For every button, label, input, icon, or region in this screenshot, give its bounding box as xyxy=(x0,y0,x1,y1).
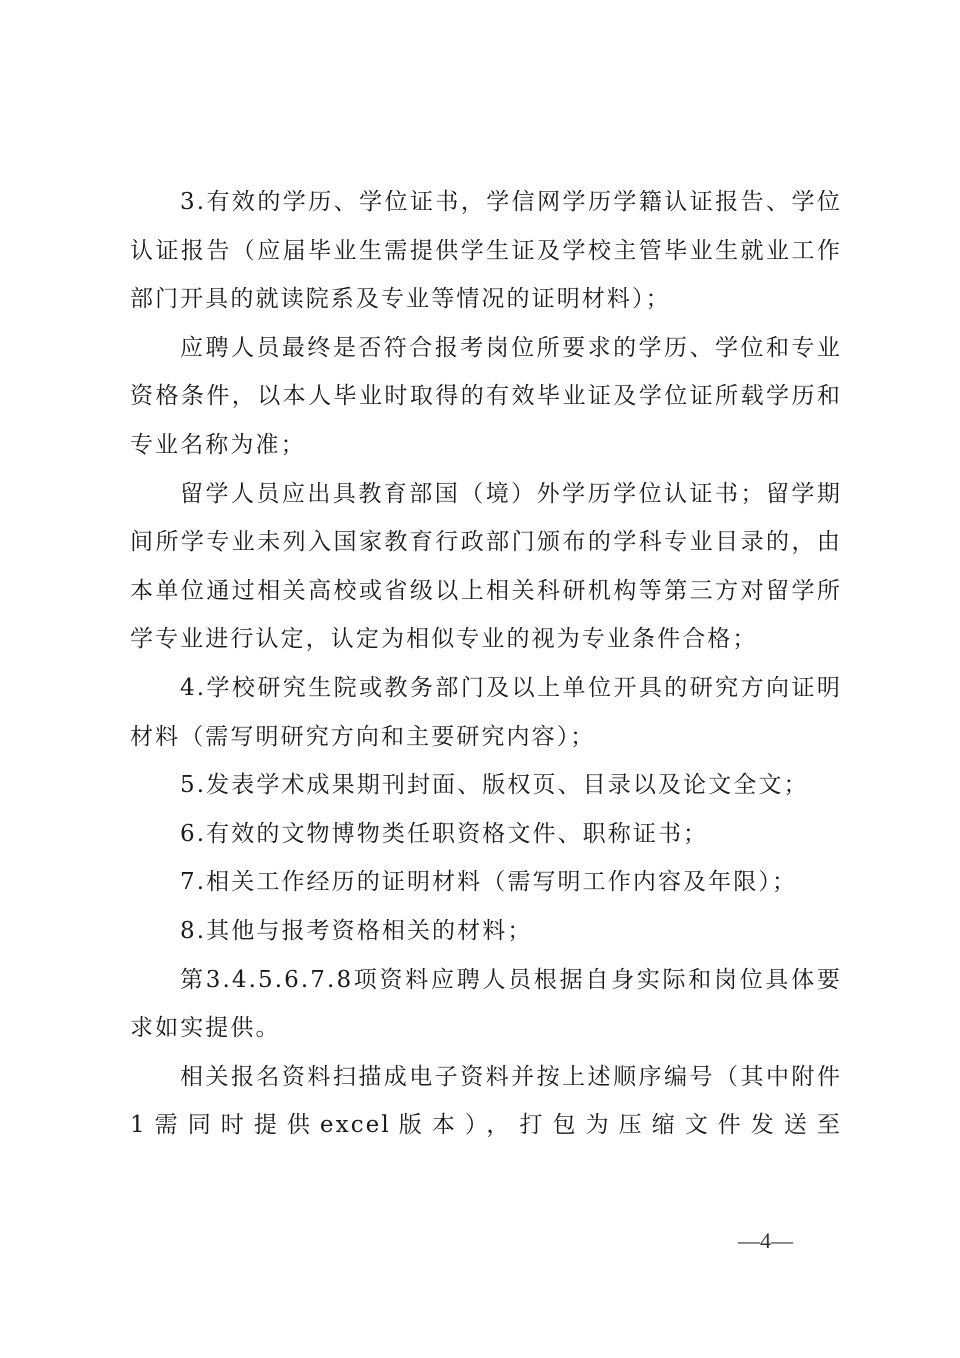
paragraph-qualification-criteria: 应聘人员最终是否符合报考岗位所要求的学历、学位和专业资格条件，以本人毕业时取得的有效毕业证及学位证所载学历和专业名称为准； xyxy=(130,334,842,458)
paragraph-item-7-work-experience: 7.相关工作经历的证明材料（需写明工作内容及年限）； xyxy=(180,869,798,896)
paragraph-item-3-education-certificates: 3.有效的学历、学位证书，学信网学历学籍认证报告、学位认证报告（应届毕业生需提供学生证及学校主管毕业生就业工作部门开具的就读院系及专业等情况的证明材料）； xyxy=(130,189,842,313)
paragraph-item-8-other-materials: 8.其他与报考资格相关的材料； xyxy=(180,917,533,944)
document-page xyxy=(130,178,842,1150)
paragraph-items-note: 第3.4.5.6.7.8项资料应聘人员根据自身实际和岗位具体要求如实提供。 xyxy=(130,966,842,1042)
paragraph-item-4-research-direction: 4.学校研究生院或教务部门及以上单位开具的研究方向证明材料（需写明研究方向和主要研究内容）； xyxy=(130,674,842,750)
paragraph-submission-instructions: 相关报名资料扫描成电子资料并按上述顺序编号（其中附件1需同时提供excel版本），打包为压缩文件发送至 xyxy=(130,1063,842,1139)
page-number: —4— xyxy=(738,1228,793,1253)
paragraph-overseas-students: 留学人员应出具教育部国（境）外学历学位认证书；留学期间所学专业未列入国家教育行政部门颁布的学科专业目录的，由本单位通过相关高校或省级以上相关科研机构等第三方对留学所学专业进行认定，认定为相似专业的视为专业条件合格； xyxy=(130,480,842,653)
paragraph-item-6-professional-titles: 6.有效的文物博物类任职资格文件、职称证书； xyxy=(180,820,709,847)
paragraph-item-5-publications: 5.发表学术成果期刊封面、版权页、目录以及论文全文； xyxy=(180,772,809,799)
